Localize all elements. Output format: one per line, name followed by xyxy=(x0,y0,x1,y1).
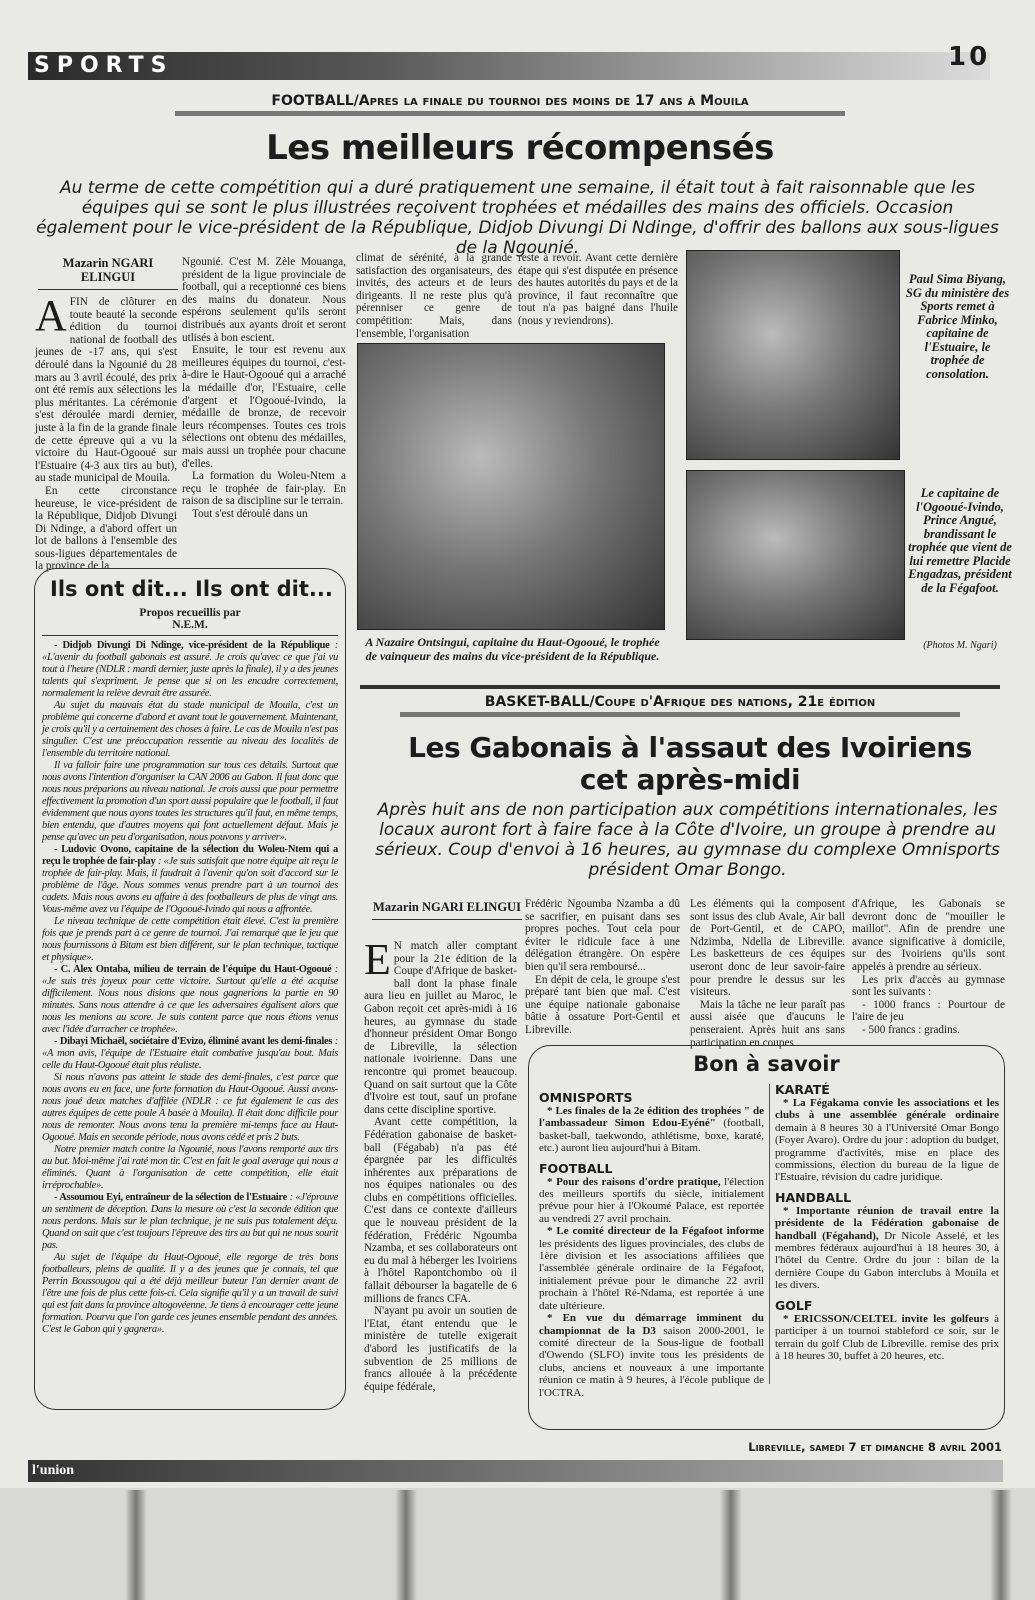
bon-a-savoir-right xyxy=(775,1076,999,1421)
photo-caption-bottom-right: Le capitaine de l'Ogooué-Ivindo, Prince Angué, brandissant le trophée que vient de lui remettre Placide Engadzas, président de la Fégafoot. xyxy=(908,486,1012,595)
bon-a-savoir-item xyxy=(539,1176,764,1226)
bon-a-savoir-item xyxy=(539,1105,764,1155)
quote-speaker: - Ludovic Ovono, capitaine de la sélection du Woleu-Ntem qui a reçu le trophée de fair-play xyxy=(42,844,338,867)
bon-a-savoir-title: Bon à savoir xyxy=(693,1052,840,1076)
quote-text: Si nous n'avons pas atteint le stade des demi-finales, c'est parce que nous avons eu en face, une forte formation du Haut-Ogooué. Aussi avons-nous joué deux matches d'affilée (NDLR : ce fut également le cas des autres équipes de cette poule A basée à Mouila). Il était donc difficile pour nous de remonter. Nous avons tenu la première mi-temps face au Haut-Ogooué. Mais en seconde période, nous avons cédé et pris 2 buts. xyxy=(42,1072,338,1143)
quotes-box-title: Ils ont dit... Ils ont dit... xyxy=(50,577,333,601)
basketball-kicker: BASKET-BALL/Coupe d'Afrique des nations, 21e édition xyxy=(400,694,960,717)
photo-ogooue-ivindo-captain xyxy=(686,470,905,640)
bon-a-savoir-heading: GOLF xyxy=(775,1297,813,1313)
quote-paragraph xyxy=(42,916,338,964)
quote-text: : «L'avenir du football gabonais est assuré. Je crois qu'avec ce que j'ai vu tout à l'heure (NDLR : mardi dernier, juste après la finale), il y a des jeunes talents qui s'expriment. Je pense que si on les encadre correctement, normalement la relève devrait être assurée. xyxy=(42,640,338,699)
scan-artifact xyxy=(125,1490,147,1600)
divider xyxy=(769,1084,770,1384)
item-text: (football, basket-ball, taekwondo, athlétisme, boxe, karaté, etc.) auront lieu aujourd'hui à Bitam. xyxy=(539,1117,764,1155)
item-lead: * Les finales de la 2e édition des trophées " de l'ambassadeur Simon Edou-Eyéné" xyxy=(539,1105,764,1130)
photo-caption-top-right: Paul Sima Biyang, SG du ministère des Sports remet à Fabrice Minko, capitaine de l'Estuaire, le trophée de consolation. xyxy=(905,272,1010,381)
basketball-column-2: Frédéric Ngoumba Nzamba a dû se sacrifier, en puisant dans ses propres poches. Tout cela pour éviter le ridicule face à une délégation étrangère. On espère bien qu'il sera remboursé... En dépit de cela, le groupe s'est préparé tant bien que mal. C'est une équipe nationale gabonaise bâtie à ossature Port-Gentil et Libreville. xyxy=(525,898,680,1036)
item-lead: * La Fégakama convie les associations et les clubs à une assemblée générale ordinaire xyxy=(775,1097,999,1122)
quote-text: Le niveau technique de cette compétition était élevé. C'est la première fois que je prends part à ce genre de tournoi. J'ai remarqué que le jeu que nous fournissons à Bitam est bien différent, sur le plan technique, tactique et physique». xyxy=(42,916,338,963)
scan-artifact xyxy=(395,1490,417,1600)
divider xyxy=(360,685,1000,689)
item-lead: * Importante réunion de travail entre la présidente de la Fédération gabonaise de handball (Fégahand), xyxy=(775,1204,999,1242)
basketball-deck: Après huit ans de non participation aux compétitions internationales, les locaux auront fort à faire face à la Côte d'Ivoire, un groupe à prendre au sérieux. Coup d'envoi à 16 heures, au gymnase du complexe Omnisports président Omar Bongo. xyxy=(375,800,1000,880)
bon-a-savoir-item xyxy=(539,1225,764,1312)
photo-consolation-trophy xyxy=(686,250,900,460)
quote-paragraph xyxy=(42,1192,338,1252)
bon-a-savoir-heading: OMNISPORTS xyxy=(539,1090,633,1105)
article-deck: Au terme de cette compétition qui a duré pratiquement une semaine, il était tout à fait raisonnable que les équipes qui se sont le plus illustrées reçoivent trophées et médailles des mains des officiels. Occasion également pour le vice-président de la République, Didjob Divungi Di Ndinge, d'offrir des ballons aux sous-ligues de la Ngounié. xyxy=(36,178,999,258)
quote-text: : «Je suis satisfait que notre équipe ait reçu le trophée de fair-play. Mais, il faudrait à l'avenir qu'on soit d'accord sur le problème de l'âge. Nous sommes venus prendre part à un tournoi des cadets. Mais nous avons eu affaire à des footballeurs de plus de vingt ans. Vous-même avez vu l'équipe de l'Ogooué-Ivindo qui nous a affrontée. xyxy=(42,856,338,915)
article-headline: Les meilleurs récompensés xyxy=(266,128,774,168)
scan-artifact xyxy=(720,1490,742,1600)
photo-credit: (Photos M. Ngari) xyxy=(923,640,997,651)
item-lead: * Pour des raisons d'ordre pratique, xyxy=(547,1175,721,1188)
dateline: Libreville, samedi 7 et dimanche 8 avril 2001 xyxy=(748,1440,1002,1454)
quote-paragraph xyxy=(42,1036,338,1072)
quote-paragraph xyxy=(42,760,338,844)
bon-a-savoir-heading: KARATÉ xyxy=(775,1082,830,1097)
bon-a-savoir-item xyxy=(539,1312,764,1399)
quote-paragraph xyxy=(42,1252,338,1336)
item-lead: * Le comité directeur de la Fégafoot informe xyxy=(547,1225,764,1238)
page-number: 10 xyxy=(948,42,991,72)
scan-margin xyxy=(0,1488,1035,1600)
basketball-headline: Les Gabonais à l'assaut des Ivoiriens cet après-midi xyxy=(408,731,972,796)
article-column-3: climat de sérénité, à la grande satisfaction des organisateurs, des invités, des acteurs et de leurs dirigeants. Il ne reste plus qu'à pérenniser ce genre de compétition: Mais, dans l'ensemble, l'organisation xyxy=(356,252,512,340)
quote-paragraph xyxy=(42,964,338,1036)
article-column-4: reste à revoir. Avant cette dernière étape qui s'est disputée en présence des hautes autorités du pays et de la province, il faut reconnaître que tout n'a pas baigné dans l'huile (nous y reviendrons). xyxy=(518,252,678,327)
item-text: Dr Nicole Asselé, et les membres fédéraux aujourd'hui à 18 heures 30, à l'hôtel du Centre. Ordre du jour : bilan de la dernière Coupe du Gabon interclubs à Mouila et les divers. xyxy=(775,1229,999,1292)
footer-banner xyxy=(28,1460,1003,1482)
article-column-1: AFIN de clôturer en toute beauté la seconde édition du tournoi national de football des jeunes de -17 ans, qui s'est déroulé dans la Ngounié du 28 mars au 3 avril écoulé, des prix ont été remis aux sélections les plus méritantes. La cérémonie s'est déroulée mardi dernier, juste à la fin de la grande finale de cette épreuve qui a vu la victoire du Haut-Ogooué sur l'Estuaire (4-3 aux tirs au but), au stade municipal de Mouila. En cette circonstance heureuse, le vice-président de la République, Didjob Divungi Di Ndinge, a d'abord offert un lot de ballons à l'ensemble des sous-ligues départementales de la province de la xyxy=(35,291,177,573)
quote-paragraph xyxy=(42,844,338,916)
quote-paragraph xyxy=(42,640,338,700)
item-text: l'élection des meilleurs sportifs du siècle, initialement prévue pour hier à l'Okoumé Palace, est reportée au vendredi 27 avril prochain. xyxy=(539,1175,764,1225)
item-text: demain à 8 heures 30 à l'Université Omar Bongo (Foyer Avaro). Ordre du jour : adoption du budget, programme d'activités, mise en place des commissions, élection du bureau de la ligue de l'Estuaire, révision du cadre juridique. xyxy=(775,1121,999,1184)
item-lead: * ERICSSON/CELTEL invite les golfeurs xyxy=(783,1312,989,1325)
quote-speaker: - Assoumou Eyi, entraîneur de la sélection de l'Estuaire xyxy=(54,1192,287,1203)
bon-a-savoir-item xyxy=(775,1313,999,1363)
item-text: saison 2000-2001, le comité directeur de la Sous-ligue de football d'Owendo (SLFO) invite tous les présidents de clubs, anciens et nouveaux à une importante réunion ce matin à 9 heures, à l'école publique de l'OCTRA. xyxy=(539,1324,764,1399)
item-lead: * En vue du démarrage imminent du championnat de la D3 xyxy=(539,1312,764,1337)
quote-text: Notre premier match contre la Ngounié, nous l'avons remporté aux tirs au but. Moi-même j'ai raté mon tir. C'est en fait le goal average qui nous a éliminés. Quant à l'organisation de cette compétition, elle était irréprochable». xyxy=(42,1144,338,1191)
quote-text: : «A mon avis, l'équipe de l'Estuaire était combative jusqu'au bout. Mais celle du Haut-Ogooué était plus réaliste. xyxy=(42,1036,339,1071)
quotes-box xyxy=(34,568,346,1410)
basketball-column-3: Les éléments qui la composent sont issus des club Avale, Air ball de Port-Gentil, et de CAPO, Ndzimba, Ndella de Libreville. Les basketteurs de ces équipes useront donc de leur savoir-faire pour prendre le dessus sur les visiteurs. Mais la tâche ne leur paraît pas aussi aisée que d'aucuns le penseraient. Après huit ans sans participation en coupes xyxy=(690,898,845,1049)
bon-a-savoir-item xyxy=(775,1205,999,1292)
quote-speaker: - C. Alex Ontaba, milieu de terrain de l'équipe du Haut-Ogooué xyxy=(54,964,332,975)
section-label: SPORTS xyxy=(34,53,174,78)
basketball-column-1: E N match aller comptant pour la 21e édition de la Coupe d'Afrique de basket-ball dont la phase finale aura lieu en juillet au Maroc, le Gabon reçoit cet après-midi à 16 heures, au gymnase du stade d'honneur président Omar Bongo de Libreville, la sélection nationale ivoirienne. Dans une rencontre qui promet beaucoup. Quand on sait surtout que la Côte d'Ivoire est tout, sauf un profane dans cette discipline sportive. Avant cette compétition, la Fédération gabonaise de basket-ball (Fégabab) n'a pas été épargnée par les difficultés inhérentes aux préparations de nos équipes nationales ou des clubs en compétitions officielles. C'est dans ce contexte d'ailleurs que le nouveau président de la fédération, Frédéric Ngoumba Nzamba, et ses collaborateurs ont eu du mal à héberger les Ivoiriens à l'hôtel Rapontchombo où il fallait débourser la bagatelle de 6 millions de francs CFA. N'ayant pu avoir un soutien de l'Etat, étant entendu que le ministère de tutelle exigerait d'abord les justificatifs de la subvention de 25 millions de francs allouée à la précédente équipe fédérale, xyxy=(364,935,517,1393)
basketball-byline: Mazarin NGARI ELINGUI xyxy=(372,900,522,920)
quote-text: : «J'éprouve un sentiment de déception. Dans la mesure où c'est la seconde édition que nous perdons. Mais sur le plan technique, je ne suis pas totalement déçu. Quand on sait que c'est toujours l'épreuve des tirs au but qui ne nous sourit pas. xyxy=(42,1192,338,1251)
newspaper-name: l'union xyxy=(32,1463,75,1478)
quote-text: Il va falloir faire une programmation sur tous ces détails. Surtout que nous avons l'intention d'organiser la CAN 2006 au Gabon. Il faut donc que nous nous préparions au niveau national. Je crois aussi que pour permettre effectivement la promotion d'un sport aussi populaire que le football, il faut évidemment que nous ayons toutes les structures qu'il faut, en même temps, bien entendu, que d'autres moyens qui font actuellement défaut. Mais je pense qu'avec un peu d'organisation, nous pouvons y arriver». xyxy=(42,760,338,843)
photo-caption-main: A Nazaire Ontsingui, capitaine du Haut-Ogooué, le trophée de vainqueur des mains du vice-président de la République. xyxy=(365,635,660,663)
quote-paragraph xyxy=(42,1144,338,1192)
article-column-2: Ngounié. C'est M. Zèle Mouanga, président de la ligue provinciale de football, qui a receptionné ces biens des mains du donateur. Nous espérons seulement qu'ils seront distribués aux ayants droit et seront utlisés à bon escient. Ensuite, le tour est revenu aux meilleures équipes du tournoi, c'est-à-dire le Haut-Ogooué qui a arraché la médaille d'or, l'Estuaire, celle d'argent et l'Ogooué-Ivindo, la médaille de bronze, de recevoir leurs récompenses. Toutes ces trois sélections ont obtenu des médailles, mais aussi un trophée pour chacune d'elles. La formation du Woleu-Ntem a reçu le trophée de fair-play. En raison de sa discipline sur le terrain. Tout s'est déroulé dans un xyxy=(182,256,346,520)
quote-speaker: - Didjob Divungi Di Ndinge, vice-président de la République xyxy=(54,640,330,651)
bon-a-savoir-heading: HANDBALL xyxy=(775,1189,852,1205)
drop-cap: E xyxy=(364,935,391,984)
quote-paragraph xyxy=(42,1072,338,1144)
bon-a-savoir-heading: FOOTBALL xyxy=(539,1160,613,1176)
bon-a-savoir-item xyxy=(775,1097,999,1184)
quote-text: Au sujet du mauvais état du stade municipal de Mouila, c'est un problème qui concerne d'abord et avant tout le gouvernement. Maintenant, je crois qu'il y a certainement des choses à faire. Le cas de Mouila n'est pas singulier. C'est une préoccupation ressentie au niveau des localités de l'ensemble du territoire national. xyxy=(42,700,338,759)
bon-a-savoir-left xyxy=(539,1084,764,1424)
article-byline: Mazarin NGARI ELINGUI xyxy=(38,256,178,290)
article-kicker: FOOTBALL/Apres la finale du tournoi des moins de 17 ans à Mouila xyxy=(175,93,845,116)
quotes-credit-label: Propos recueillis par xyxy=(139,607,241,619)
bon-a-savoir-box xyxy=(528,1045,1005,1430)
quote-text: Au sujet de l'équipe du Haut-Ogooué, elle regorge de très bons footballeurs, pleins de qualité. Il y a des jeunes que je connais, tel que Perrin Boussougou qui a été déjà meilleur buteur l'an dernier avant de l'être une fois de plus cette fois-ci. Cela signifie qu'il y a un travail de suivi qui est fait dans la province altogovéenne. Je tiens à encourager cette jeune formation. Pourvu que l'on garde ces jeunes ensemble pendant des années. C'est le Gabon qui y gagnera». xyxy=(42,1252,338,1335)
basketball-column-4: d'Afrique, les Gabonais se devront donc de "mouiller le maillot". Afin de prendre une avance significative à domicile, sur des Ivoiriens qu'ils sont appelés à prendre au sérieux. Les prix d'accès au gymnase sont les suivants : - 1000 francs : Pourtour de l'aire de jeu - 500 francs : gradins. xyxy=(852,898,1005,1036)
quote-paragraph xyxy=(42,700,338,760)
quotes-credit-name: N.E.M. xyxy=(42,619,338,636)
scan-artifact xyxy=(990,1490,1012,1600)
item-text: à participer à un tournoi stableford ce soir, sur le terrain du golf Club de Libreville. remise des prix à 18 heures 30, buffet à 20 heures, etc. xyxy=(775,1312,1000,1362)
quote-text: : «Je suis très joyeux pour cette victoire. Surtout qu'elle a été acquise difficilement. Nous nous disions que nous gagnerions la partie en 90 minutes. Sans nous attendre à ce que les adversaires égalisent alors que nous les menions au score. Je suis content parce que nous étions venus avec l'idée d'arracher ce trophée». xyxy=(42,964,338,1035)
drop-cap: A xyxy=(35,291,67,340)
quotes-list xyxy=(42,640,338,1336)
photo-trophy-presentation xyxy=(357,343,665,630)
item-text: les présidents des ligues provinciales, des clubs de 1ère division et les associations affiliées que l'assemblée générale ordinaire de la Fégafoot, initialement prévue pour le dimanche 22 avril prochain à l'hôtel Ré-Ndama, est reportée à une date ultérieure. xyxy=(539,1237,764,1312)
quote-speaker: - Dibayi Michaël, sociétaire d'Evizo, éliminé avant les demi-finales xyxy=(54,1036,333,1047)
